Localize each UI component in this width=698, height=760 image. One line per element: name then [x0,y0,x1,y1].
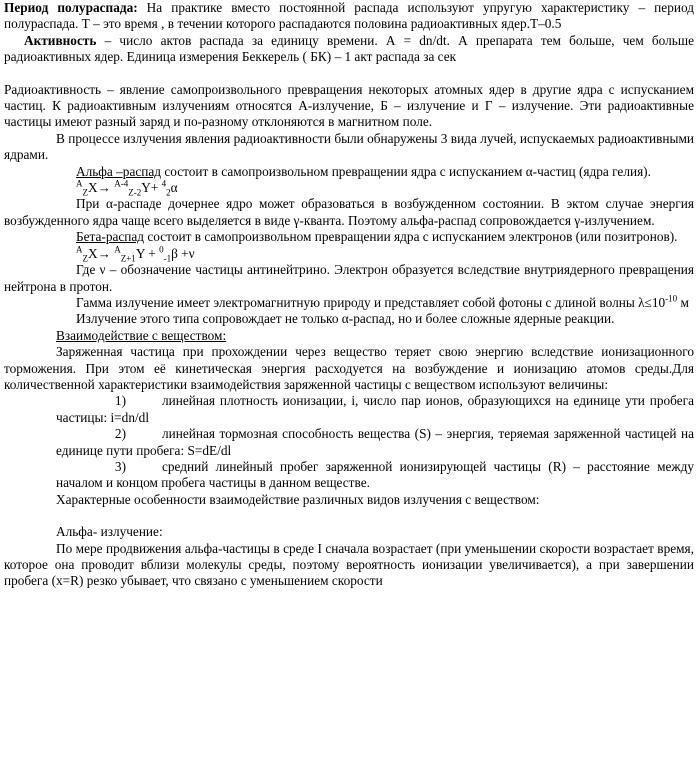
formula-sup: 0 [159,244,164,255]
alpha-note-paragraph: При α-распаде дочернее ядро может образоваться в возбужденном состоянии. В эктом случае энергия возбужденного ядра чаще всего выделяется в виде γ-кванта. Поэтому альфа-распад сопровождается γ-излучением. [4,196,694,228]
interaction-heading-paragraph [4,328,694,344]
half-life-term: Период полураспада: [4,0,138,15]
activity-paragraph [4,33,694,66]
list-number: 1) [114,393,126,409]
beta-decay-title: Бета-распад [76,229,145,245]
half-life-text: На практике вместо постоянной распада используют упругую характеристику – период полураспада. Т – это время , в течении которого распадаются половина радиоактивных ядер.Т–0.5 [4,0,694,32]
gamma-note-paragraph: Излучение этого типа сопровождает не только α-распад, но и более сложные ядерные реакции. [76,311,615,327]
half-life-paragraph [4,0,694,33]
formula-sub: Z [82,253,88,264]
beta-note-paragraph: Где ν – обозначение частицы антинейтрино. Электрон образуется вследствие внутриядерного превращения нейтрона в протон. [4,262,694,294]
formula-sup: 4 [161,178,167,189]
list-text: линейная плотность ионизации, i, число пар ионов, образующихся на единице ути пробега частицы: i=dn/dl [56,393,694,425]
list-text: линейная тормозная способность вещества (S) – энергия, теряемая заряженной частицей на единице пути пробега: S=dE/dl [56,426,694,458]
spacer [4,66,694,82]
list-item [4,426,694,459]
activity-text: – число актов распада за единицу времени. А = dn/dt. А препарата тем больше, чем больше радиоактивных ядер. Единица измерения Беккерель ( БК) – 1 акт распада за сек [4,32,694,65]
alpha-radiation-paragraph: По мере продвижения альфа-частицы в среде I сначала возрастает (при уменьшении скорости возрастает время, которое она проводит вблизи молекулы среды, поэтому вероятность ионизации увеличивается), а при завершении пробега (x=R) резко убывает, что связано с уменьшением скорости [4,540,694,589]
list-item [4,393,694,426]
alpha-decay-formula [4,180,694,196]
rays-paragraph: В процессе излучения явления радиоактивности были обнаружены 3 вида лучей, испускаемых радиоактивными ядрами. [4,130,694,163]
list-number: 2) [114,426,126,442]
formula-sup: A [76,178,83,189]
formula-sub: -1 [163,253,172,264]
alpha-decay-paragraph [4,164,694,180]
formula-part: Y + [135,245,160,261]
formula-part: X→ [88,180,115,196]
formula-part: β +ν [171,245,195,261]
formula-part: X→ [88,245,115,261]
formula-sub: Z-2 [128,187,142,198]
interaction-paragraph: Заряженная частица при прохождении через вещество теряет свою энергию вследствие ионизационного торможения. При этом её кинетическая энергия расходуется на возбуждение и ионизацию атомов среды.Для количественной характеристики взаимодействия заряженной частицы с веществом используют величины: [4,344,694,392]
formula-part: α [170,180,178,196]
formula-sup: A [76,244,83,255]
beta-decay-text: состоит в самопроизвольном превращении ядра с испусканием электронов (или позитронов). [144,229,678,245]
alpha-decay-text: состоит в самопроизвольном превращении ядра с испусканием α-частиц (ядра гелия). [161,163,651,179]
interaction-heading: Взаимодействие с веществом: [56,327,227,343]
formula-sub: Z [82,187,88,198]
beta-decay-formula [4,246,694,262]
gamma-text: Гамма излучение имеет электромагнитную природу и представляет собой фотоны с длиной волны λ≤10 [76,294,666,310]
list-item [4,459,694,492]
spacer [4,508,694,524]
alpha-radiation-heading: Альфа- излучение: [56,524,163,540]
formula-sub: Z+1 [120,253,136,264]
characteristics-paragraph: Характерные особенности взаимодействие различных видов излучения с веществом: [56,491,540,507]
formula-sup: A [114,244,121,255]
formula-sup: A-4 [114,178,129,189]
radioactivity-paragraph: Радиоактивность – явление самопроизвольного превращения некоторых атомных ядер в другие ядра с испусканием частиц. К радиоактивным излучениям относятся А-излучение, Б – излучение и Г – излучение. Эти радиоактивные частицы имеют разный заряд и по-разному отклоняются в магнитном поле. [4,81,694,130]
gamma-exponent: -10 [665,293,678,304]
formula-sub: 2 [166,187,171,198]
list-number: 3) [114,458,126,474]
gamma-paragraph [4,295,694,311]
beta-decay-paragraph [4,229,694,245]
alpha-decay-title: Альфа –распад [76,163,162,179]
list-text: средний линейный пробег заряженной ионизирующей частицы (R) – расстояние между началом и концом пробега частицы в данном веществе. [56,458,694,491]
activity-term: Активность [24,32,97,48]
gamma-unit: м [677,294,689,310]
formula-part: Y+ [141,180,162,196]
